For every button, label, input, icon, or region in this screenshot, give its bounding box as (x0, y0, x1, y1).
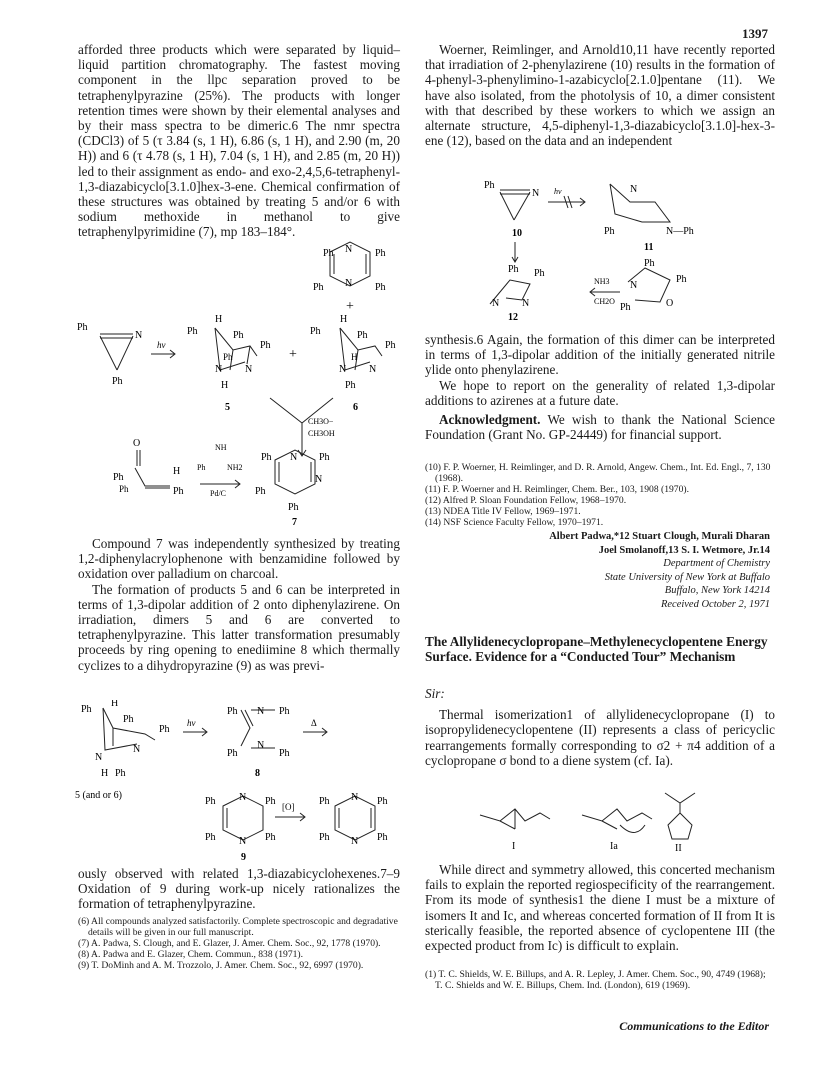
ph-label: Ph (357, 330, 368, 341)
n-label: N (290, 452, 298, 463)
n-label: N (257, 740, 265, 751)
footnote-7: (7) A. Padwa, S. Clough, and E. Glazer, J. Amer. Chem. Soc., 92, 1778 (1970). (78, 938, 381, 949)
compound-9-label: 9 (241, 852, 246, 863)
compound-Ia-label: Ia (610, 841, 618, 852)
n-label: N (239, 836, 247, 847)
n-label: N (339, 364, 347, 375)
n-label: N (345, 244, 353, 255)
ph-label: Ph (187, 326, 198, 337)
n-label: N (257, 706, 265, 717)
n-label: N (135, 330, 143, 341)
h-label: H (101, 768, 109, 779)
h-label: H (111, 700, 119, 709)
plus-sign: + (289, 347, 297, 362)
ph-label: Ph (159, 724, 170, 735)
compound-7-label: 7 (292, 517, 297, 528)
n-label: N (532, 188, 540, 199)
h-label: H (215, 314, 223, 325)
right-paragraph-1: Woerner, Reimlinger, and Arnold10,11 have recently reported that irradiation of 2-phenylazirene (10) results in the formation of 4-phenyl-3-phenylimino-1-azabicyclo[2.1.0]pentane (11). We have also isolated, from the photolysis of 10, a dimer consistent with that described by these workers to which we assign an alternate structure, 4,5-diphenyl-1,3-diazabicyclo[3.1.0]-hex-3-ene (12), based on the data and an independent (425, 42, 775, 149)
received-date: Received October 2, 1971 (660, 598, 770, 610)
nh-label: NH (215, 443, 227, 452)
n-label: N (369, 364, 377, 375)
ph-label: Ph (77, 322, 88, 333)
h-label: H (173, 466, 181, 477)
footnote-13: (13) NDEA Title IV Fellow, 1969–1971. (425, 506, 581, 517)
footnote-14: (14) NSF Science Faculty Fellow, 1970–1971. (425, 517, 604, 528)
compound-I-label: I (512, 841, 516, 852)
compound-II-label: II (675, 843, 682, 854)
o-label: O (666, 298, 674, 309)
ph-label: Ph (81, 704, 92, 715)
footnote-8: (8) A. Padwa and E. Glazer, Chem. Commun., 838 (1971). (78, 949, 304, 960)
n-label: N (522, 298, 530, 309)
left-footnotes (78, 916, 400, 971)
ph-label: Ph (313, 282, 324, 293)
h-label: H (351, 352, 358, 362)
ph-label: Ph (173, 486, 184, 497)
hv-label: hν (187, 718, 196, 728)
ph-label: Ph (227, 748, 238, 759)
n-label: N (133, 744, 141, 755)
ph-label: Ph (119, 484, 129, 494)
n-label: N (95, 752, 103, 763)
plus-sign: + (346, 299, 354, 314)
h-label: H (340, 314, 348, 325)
ph-label: Ph (375, 248, 386, 259)
ph-label: Ph (260, 340, 271, 351)
ph-label: Ph (377, 832, 388, 843)
scheme-left-bottom (75, 700, 405, 865)
ph-label: Ph (197, 463, 206, 472)
ph-label: Ph (265, 796, 276, 807)
ph-label: Ph (265, 832, 276, 843)
author-signature (420, 530, 770, 611)
pdc-label: Pd/C (210, 489, 227, 498)
ph-label: Ph (205, 796, 216, 807)
oxidation-label: [O] (282, 802, 295, 812)
ph-label: Ph (205, 832, 216, 843)
h-label: H (221, 380, 229, 391)
ph-label: Ph (261, 452, 272, 463)
university: State University of New York at Buffalo (604, 571, 770, 583)
ph-label: Ph (115, 768, 126, 779)
ph-label: Ph (319, 832, 330, 843)
ph-label: Ph (279, 706, 290, 717)
footnote-9: (9) T. DoMinh and A. M. Trozzolo, J. Amer. Chem. Soc., 92, 6997 (1970). (78, 960, 364, 971)
nh2-label: NH2 (227, 463, 243, 472)
ph-label: Ph (385, 340, 396, 351)
article2-body-1: Sir: Thermal isomerization1 of allylidenecyclopropane (I) to isopropylidenecyclopentene (II) represents a class of pericyclic rearrangements formally corresponding to σ2 + π4 addition of a cyclopropane σ bond to a diene system (cf. Ia). (425, 686, 775, 768)
ph-label: Ph (288, 502, 299, 513)
n-label: N (215, 364, 223, 375)
left-paragraph-1: afforded three products which were separated by liquid–liquid partition chromatography. The fastest moving component in the llpc separation proved to be tetraphenylpyrazine (25%). The products with longer retention times were shown by their elemental analyses and by their mass spectra to be dimeric.6 The nmr spectra (CDCl3) of 5 (τ 3.84 (s, 1 H), 6.86 (s, 1 H), and 2.90 (m, 20 H)) and 6 (τ 4.78 (s, 1 H), 7.04 (s, 1 H), and 2.85 (m, 20 H)) led to their assignment as endo- and exo-2,4,5,6-tetraphenyl-1,3-diazabicyclo[3.1.0]hex-3-ene. Chemical confirmation of these structures was obtained by treating 5 and/or 6 with sodium methoxide in methanol to give tetraphenylpyrimidine (7), mp 183–184°. (78, 42, 400, 240)
compound-10-label: 10 (512, 228, 522, 239)
reagent-methoxide: CH3O− (308, 417, 334, 426)
ph-label: Ph (123, 714, 134, 725)
n-label: N (492, 298, 500, 309)
n-label: N (345, 278, 353, 289)
footnote-6: (6) All compounds analyzed satisfactorily. Complete spectroscopic and degradative details will be given in our full manuscript. (78, 916, 398, 938)
ph-label: Ph (227, 706, 238, 717)
ph-label: Ph (377, 796, 388, 807)
ph-label: Ph (323, 248, 334, 259)
page-footer: Communications to the Editor (619, 1019, 769, 1033)
article2-footnote: (1) T. C. Shields, W. E. Billups, and A. R. Lepley, J. Amer. Chem. Soc., 90, 4749 (1968); T. C. Shields and W. E. Billups, Chem. Ind. (London), 619 (1969). (425, 969, 766, 991)
footnote-10: (10) F. P. Woerner, H. Reimlinger, and D. R. Arnold, Angew. Chem., Int. Ed. Engl., 7, 130 (1968). (425, 462, 771, 484)
ph-label: Ph (676, 274, 687, 285)
hv-label: hν (157, 340, 166, 350)
ph-label: Ph (534, 268, 545, 279)
right-paragraph-2: synthesis.6 Again, the formation of this dimer can be interpreted in terms of 1,3-dipolar addition of the initially generated nitrile ylide onto phenylazirene. We hope to report on the generality of related 1,3-dipolar additions to azirenes at a future date. Acknowledgment. We wish to thank the National Science Foundation (Grant No. GP-24449) for financial support. (425, 332, 775, 443)
ph-label: Ph (484, 180, 495, 191)
acknowledgment-body: We wish to thank the National Science Foundation (Grant No. GP-24449) for financial support. (425, 412, 775, 443)
compound-6-label: 6 (353, 402, 358, 413)
compound-5-label: 5 (225, 402, 230, 413)
ch2o-label: CH2O (594, 297, 615, 306)
ph-label: Ph (112, 376, 123, 387)
n-label: N (351, 792, 359, 803)
hv-label: hν (554, 187, 562, 196)
author-names-1: Albert Padwa,*12 Stuart Clough, Murali Dharan (549, 531, 770, 542)
reagent-methanol: CH3OH (308, 429, 335, 438)
ph-label: Ph (279, 748, 290, 759)
nh3-label: NH3 (594, 277, 610, 286)
article2-body-2: While direct and symmetry allowed, this concerted mechanism fails to explain the reported regiospecificity of the rearrangement. From its mode of synthesis1 the diene I must be a mixture of isomers It and Ic, and whereas concerted formation of II from It is sterically feasible, the reported absence of cyclopentene III (the expected product from Ic) is difficult to explain. (425, 862, 775, 954)
n-label: N (630, 280, 638, 291)
o-label: O (133, 438, 141, 449)
article2-title: The Allylidenecyclopropane–Methylenecyclopentene Energy Surface. Evidence for a “Conducted Tour” Mechanism (425, 634, 768, 664)
salutation: Sir: (425, 686, 445, 701)
ph-label: Ph (319, 452, 330, 463)
scheme-right-top (470, 172, 720, 322)
author-names-2: Joel Smolanoff,13 S. I. Wetmore, Jr.14 (598, 544, 770, 556)
scheme-right-bottom (470, 785, 720, 855)
n-label: N (315, 474, 323, 485)
footnote-12: (12) Alfred P. Sloan Foundation Fellow, 1968–1970. (425, 495, 627, 506)
ph-label: Ph (345, 380, 356, 391)
ph-label: Ph (233, 330, 244, 341)
n-label: N (245, 364, 253, 375)
ph-label: Ph (508, 264, 519, 275)
department: Department of Chemistry (663, 558, 770, 569)
footnote-11: (11) F. P. Woerner and H. Reimlinger, Chem. Ber., 103, 1908 (1970). (425, 484, 689, 495)
ph-label: Ph (113, 472, 124, 483)
compound-5-or-6-label: 5 (and or 6) (75, 790, 122, 801)
ph-label: Ph (604, 226, 615, 237)
compound-8-label: 8 (255, 768, 260, 779)
ph-label: Ph (375, 282, 386, 293)
n-label: N (630, 184, 638, 195)
ph-label: Ph (310, 326, 321, 337)
ph-label: Ph (620, 302, 631, 313)
compound-11-label: 11 (644, 242, 654, 253)
n-label: N (351, 836, 359, 847)
n-label: N (239, 792, 247, 803)
right-footnotes (425, 462, 775, 528)
ph-label: Ph (644, 258, 655, 269)
compound-12-label: 12 (508, 312, 518, 322)
acknowledgment-heading: Acknowledgment. (439, 412, 541, 428)
ph-label: Ph (223, 352, 233, 362)
left-paragraph-2: Compound 7 was independently synthesized by treating 1,2-diphenylacrylophenone with benzamidine followed by oxidation over palladium on charcoal. The formation of products 5 and 6 can be interpreted in terms of 1,3-dipolar addition of 2 onto diphenylazirene. On irradiation, dimers 5 and 6 are converted to tetraphenylpyrazine. This latter transformation presumably proceeds by ring opening to enediimine 8 which thermally cyclizes to a dihydropyrazine (9) as was previ- (78, 536, 400, 673)
left-paragraph-4: ously observed with related 1,3-diazabicyclohexenes.7–9 Oxidation of 9 during work-up nicely rationalizes the formation of tetraphenylpyrazine. (78, 866, 400, 912)
city: Buffalo, New York 14214 (664, 585, 770, 596)
page-number: 1397 (742, 26, 768, 41)
nhph-label: N—Ph (666, 226, 694, 237)
delta-label: Δ (311, 718, 317, 728)
scheme-left-top (75, 238, 405, 528)
ph-label: Ph (255, 486, 266, 497)
ph-label: Ph (319, 796, 330, 807)
